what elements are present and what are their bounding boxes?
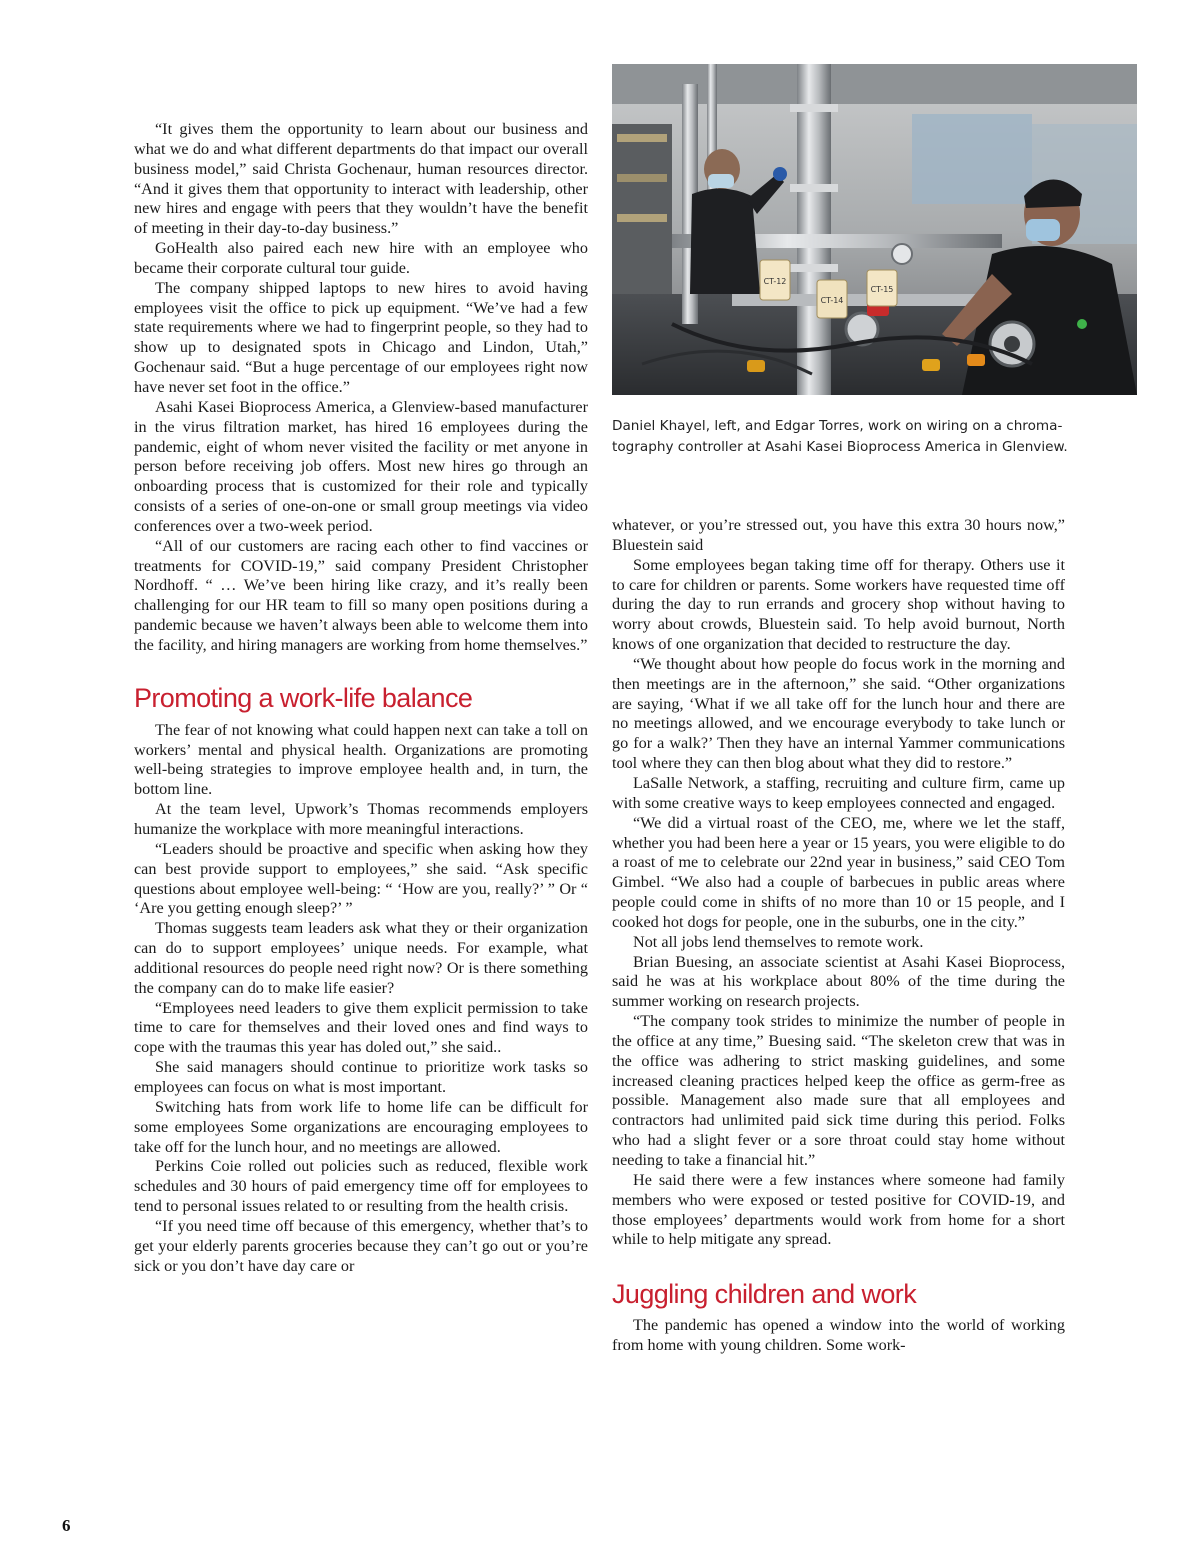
body-paragraph: The pandemic has opened a window into the world of working from home with young children. Some work-	[612, 1316, 1065, 1355]
body-paragraph: “Leaders should be proactive and specific when asking how they can best provide support to employees,” she said. “Ask specific questions about employee well-being: “ ‘How are you, really?’ ” Or “ ‘Are you getting enough sleep?’ ”	[134, 839, 588, 918]
left-column	[134, 120, 588, 1276]
body-paragraph: “We did a virtual roast of the CEO, me, where we let the staff, whether you had been here a year or 15 years, you were eligible to do a roast of me to celebrate our 22nd year in business,” said CEO Tom Gimbel. “We also had a couple of barbecues in public areas where people could come in shifts of no more than 10 or 15 people, and I cooked hot dogs for people, one in the suburbs, one in the city.”	[612, 813, 1065, 931]
lab-photo-illustration	[612, 64, 1137, 395]
section-heading-juggling-children: Juggling children and work	[612, 1279, 917, 1310]
body-paragraph: Brian Buesing, an associate scientist at Asahi Kasei Bioprocess, said he was at his workplace about 80% of the time during the summer working on research projects.	[612, 952, 1065, 1011]
body-paragraph: “If you need time off because of this emergency, whether that’s to get your elderly parents groceries because they can’t go out or you’re sick or you don’t have day care or	[134, 1216, 588, 1275]
body-paragraph: Some employees began taking time off for therapy. Others use it to care for children or parents. Some workers have requested time off during the day to run errands and grocery shop without having to worry about crowds, Bluestein said. To help avoid burnout, North knows of one organization that decided to restructure the day.	[612, 555, 1065, 654]
page-number: 6	[62, 1516, 71, 1535]
body-paragraph-continuation: whatever, or you’re stressed out, you have this extra 30 hours now,” Bluestein said	[612, 516, 1065, 554]
equipment-tag	[867, 270, 897, 306]
section-heading-work-life-balance: Promoting a work-life balance	[134, 682, 473, 713]
body-paragraph: “The company took strides to minimize the number of people in the office at any time,” Buesing said. “The skeleton crew that was in the office was adhering to strict masking guidelines, and some increased cleaning practices helped keep the office as germ-free as possible. Management also made sure that all employees and contractors had unlimited paid sick time during this period. Folks who had a slight fever or a sore throat could stay home without needing to take a financial hit.”	[612, 1012, 1065, 1169]
body-paragraph: Switching hats from work life to home life can be difficult for some employees Some organizations are encouraging employees to take off for the lunch hour, and no meetings are allowed.	[134, 1097, 588, 1156]
tag-label: CT-12	[763, 277, 787, 286]
body-paragraph: At the team level, Upwork’s Thomas recommends employers humanize the workplace with more meaningful interactions.	[134, 800, 588, 838]
body-paragraph: “It gives them the opportunity to learn about our business and what we do and what different departments do that impact our overall business model,” said Christa Gochenaur, human resources director. “And it gives them that opportunity to interact with leadership, other new hires and engage with peers that they wouldn’t have the benefit of meeting in their day-to-day business.”	[134, 120, 588, 238]
body-paragraph: “All of our customers are racing each other to find vaccines or treatments for COVID-19,” said company President Christopher Nordhoff. “ … We’ve been hiring like crazy, and it’s really been challenging for our HR team to fill so many open positions during a pandemic because we haven’t always been able to welcome them into the facility, and hiring managers are working from home themselves.”	[134, 536, 588, 654]
body-paragraph: Thomas suggests team leaders ask what they or their organization can do to support employees’ unique needs. For example, what additional resources do people need right now? Or is there something the company can do to make life easier?	[134, 919, 588, 997]
tag-label: CT-14	[820, 296, 844, 305]
body-paragraph: GoHealth also paired each new hire with an employee who became their corporate cultural tour guide.	[134, 239, 588, 277]
body-paragraph: He said there were a few instances where someone had family members who were exposed or tested positive for COVID-19, and those employees’ departments would work from home for a short while to help mitigate any spread.	[612, 1170, 1065, 1249]
body-paragraph: Asahi Kasei Bioprocess America, a Glenview-based manufacturer in the virus filtration market, has hired 16 employees during the pandemic, eight of whom never visited the facility or met anyone in person before receiving job offers. Most new hires go through an onboarding process that is customized for their role and typically consists of a series of one-on-one or small group meetings via video conferences over a two-week period.	[134, 397, 588, 535]
right-column	[612, 516, 1065, 1356]
photo-caption	[612, 416, 1152, 458]
body-paragraph: Not all jobs lend themselves to remote work.	[633, 932, 924, 951]
body-paragraph: The company shipped laptops to new hires to avoid having employees visit the office to pick up equipment. “We’ve had a few state requirements where we had to fingerprint people, so they had to show up to designated spots in Chicago and Lindon, Utah,” Gochenaur said. “But a huge percentage of our employees right now have never set foot in the office.”	[134, 278, 588, 396]
tag-label: CT-15	[870, 285, 894, 294]
equipment-tag	[760, 260, 790, 300]
body-paragraph: “Employees need leaders to give them explicit permission to take time to care for themselves and their loved ones and find ways to cope with the traumas this year has doled out,” she said..	[134, 998, 588, 1057]
lab-photo	[612, 64, 1137, 395]
body-paragraph: LaSalle Network, a staffing, recruiting and culture firm, came up with some creative ways to keep employees connected and engaged.	[612, 773, 1065, 812]
equipment-tag	[817, 280, 847, 318]
body-paragraph: “We thought about how people do focus work in the morning and then meetings are in the afternoon,” she said. “Other organizations are saying, ‘What if we all take off for the lunch hour and there are no meetings allowed, and we encourage everybody to take lunch or go for a walk?’ Then they have an internal Yammer communications tool where they can then blog about what they did to restore.”	[612, 654, 1065, 773]
body-paragraph: The fear of not knowing what could happen next can take a toll on workers’ mental and physical health. Organizations are promoting well-being strategies to improve employee health and, in turn, the bottom line.	[134, 720, 588, 799]
photo-caption-line: Daniel Khayel, left, and Edgar Torres, work on wiring on a chroma-	[612, 418, 1063, 434]
body-paragraph: Perkins Coie rolled out policies such as reduced, flexible work schedules and 30 hours of paid emergency time off for employees to tend to personal issues related to or resulting from the health crisis.	[134, 1157, 588, 1216]
photo-caption-line: tography controller at Asahi Kasei Bioprocess America in Glenview.	[612, 439, 1068, 455]
body-paragraph: She said managers should continue to prioritize work tasks so employees can focus on what is most important.	[134, 1058, 588, 1096]
